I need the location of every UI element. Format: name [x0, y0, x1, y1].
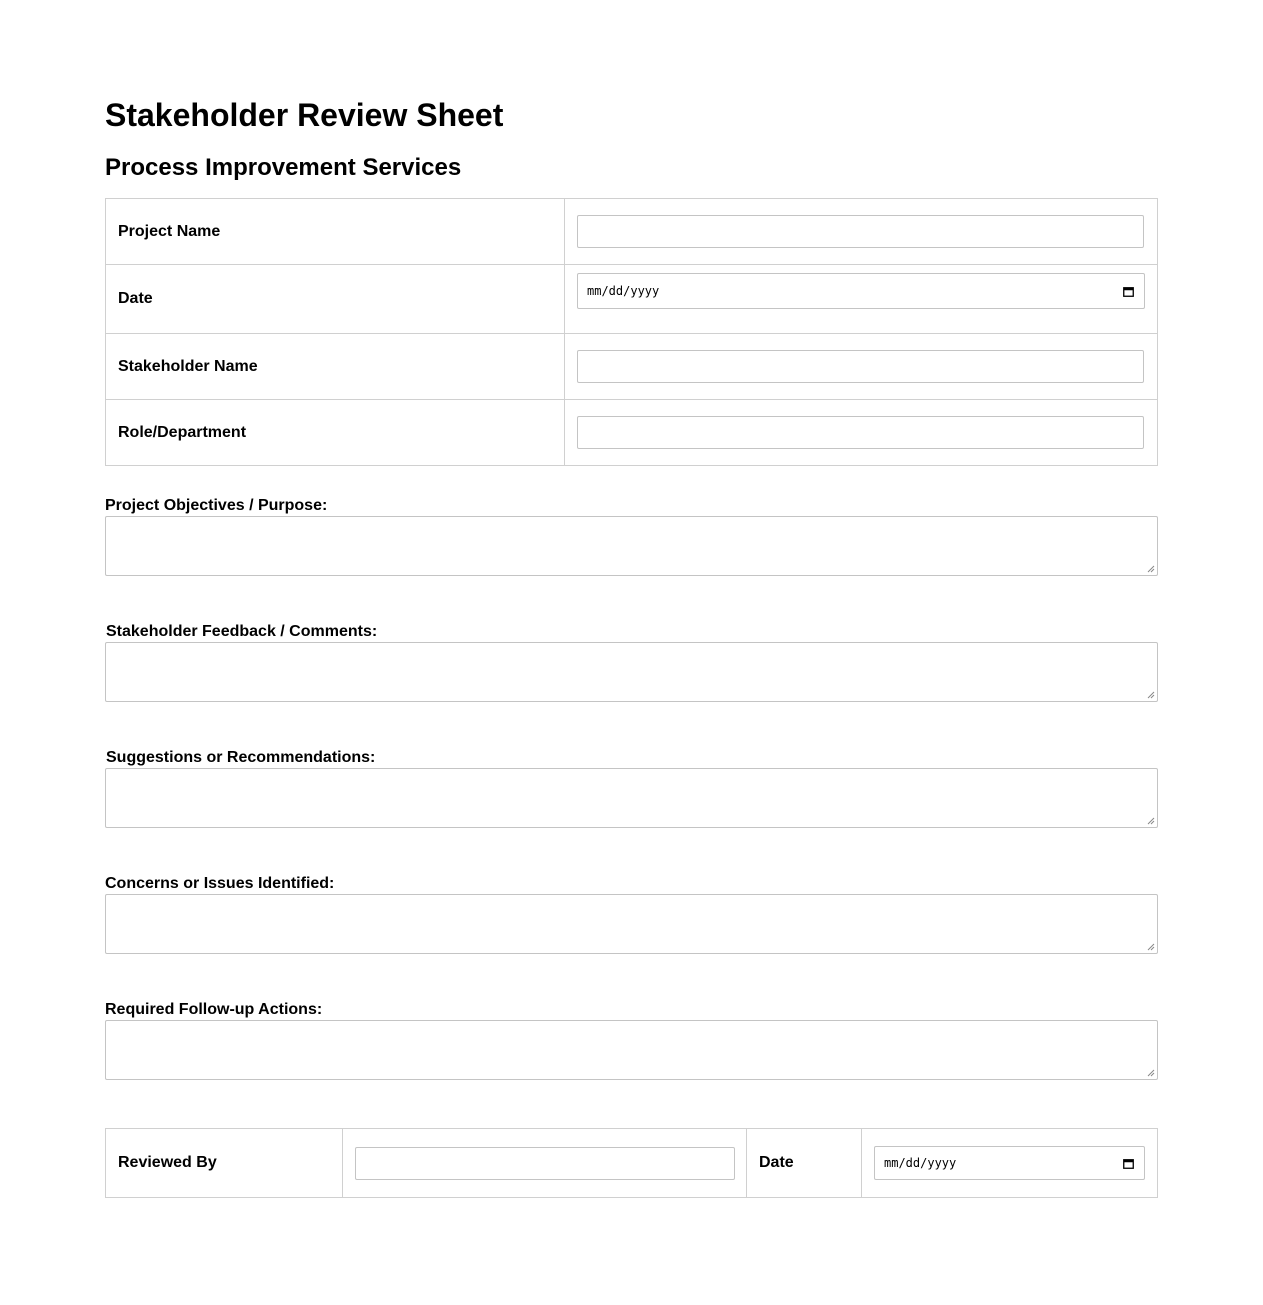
review-date-cell — [862, 1129, 1158, 1198]
reviewed-by-cell — [343, 1129, 747, 1198]
followup-label: Required Follow-up Actions: — [105, 1001, 323, 1018]
date-cell — [565, 265, 1158, 334]
date-input[interactable] — [577, 273, 1145, 309]
role-department-label: Role/Department — [106, 400, 565, 466]
date-placeholder: mm/dd/yyyy — [587, 284, 660, 298]
reviewed-by-input[interactable] — [355, 1147, 735, 1180]
reviewed-by-label: Reviewed By — [106, 1129, 343, 1198]
table-row — [106, 199, 1158, 265]
resize-grip-icon[interactable] — [1147, 1069, 1155, 1077]
project-info-table — [105, 198, 1158, 466]
resize-grip-icon[interactable] — [1147, 817, 1155, 825]
page-subtitle: Process Improvement Services — [105, 154, 462, 181]
stakeholder-name-cell — [565, 334, 1158, 400]
table-row — [106, 265, 1158, 334]
resize-grip-icon[interactable] — [1147, 943, 1155, 951]
resize-grip-icon[interactable] — [1147, 565, 1155, 573]
review-date-placeholder: mm/dd/yyyy — [884, 1156, 957, 1170]
feedback-textarea[interactable] — [105, 642, 1158, 702]
page-title: Stakeholder Review Sheet — [105, 97, 504, 133]
review-date-label: Date — [747, 1129, 862, 1198]
role-department-input[interactable] — [577, 416, 1144, 449]
review-date-input[interactable] — [874, 1146, 1145, 1180]
project-name-input[interactable] — [577, 215, 1144, 248]
table-row — [106, 400, 1158, 466]
stakeholder-name-input[interactable] — [577, 350, 1144, 383]
objectives-label: Project Objectives / Purpose: — [105, 497, 328, 514]
stakeholder-name-label: Stakeholder Name — [106, 334, 565, 400]
calendar-icon[interactable] — [1123, 286, 1134, 297]
objectives-textarea[interactable] — [105, 516, 1158, 576]
concerns-label: Concerns or Issues Identified: — [105, 875, 335, 892]
concerns-textarea[interactable] — [105, 894, 1158, 954]
project-name-label: Project Name — [106, 199, 565, 265]
resize-grip-icon[interactable] — [1147, 691, 1155, 699]
role-department-cell — [565, 400, 1158, 466]
suggestions-textarea[interactable] — [105, 768, 1158, 828]
table-row — [106, 1129, 1158, 1198]
feedback-label: Stakeholder Feedback / Comments: — [106, 623, 378, 640]
project-name-cell — [565, 199, 1158, 265]
suggestions-label: Suggestions or Recommendations: — [106, 749, 376, 766]
calendar-icon[interactable] — [1123, 1158, 1134, 1169]
date-label: Date — [106, 265, 565, 334]
table-row — [106, 334, 1158, 400]
review-table — [105, 1128, 1158, 1198]
followup-textarea[interactable] — [105, 1020, 1158, 1080]
